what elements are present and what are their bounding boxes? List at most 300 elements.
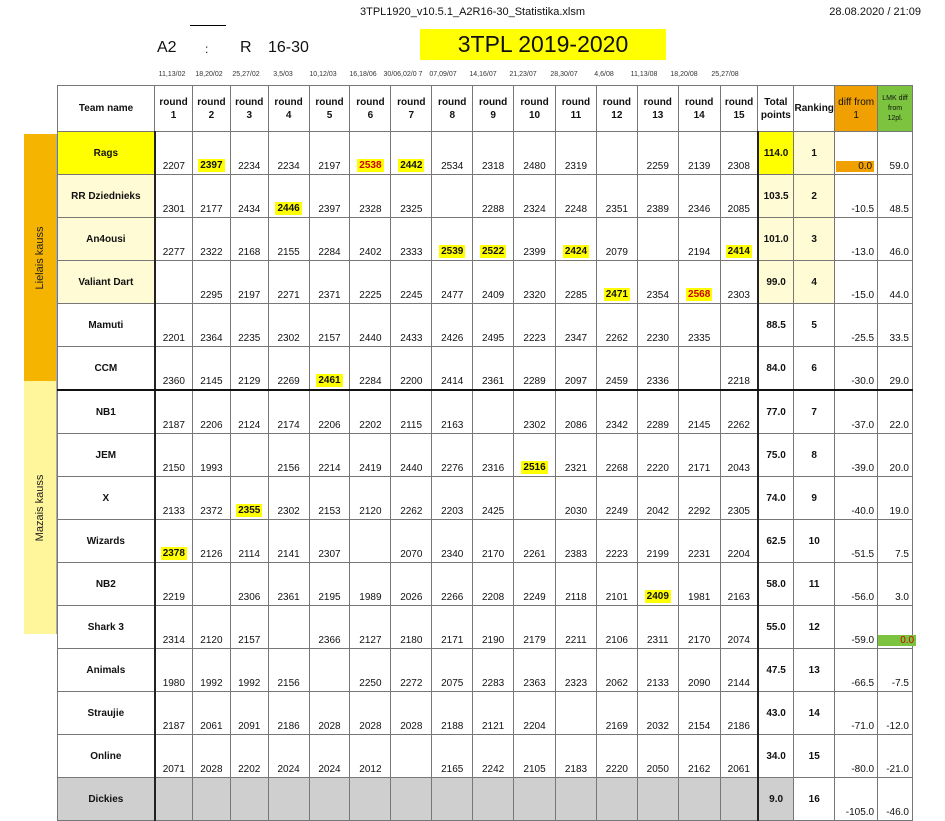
- round-score: 2050: [637, 735, 678, 778]
- diff-from-first: -25.5: [835, 304, 878, 347]
- round-score: 2480: [514, 132, 556, 175]
- round-score: 2402: [350, 218, 391, 261]
- round-score: 2259: [637, 132, 678, 175]
- round-score: 2303: [720, 261, 758, 304]
- team-row: [58, 434, 913, 477]
- header-ranking: Ranking: [794, 86, 835, 132]
- division-label: A2: [157, 39, 177, 56]
- lmk-diff: 19.0: [878, 477, 913, 520]
- total-points: 43.0: [758, 692, 794, 735]
- round-score: [155, 778, 193, 821]
- round-score: 2538: [350, 132, 391, 175]
- round-score: 2188: [432, 692, 473, 735]
- round-score: 2321: [556, 434, 597, 477]
- round-date-1: 11,13/02: [158, 71, 186, 78]
- round-score: 2086: [556, 390, 597, 434]
- round-score: 2235: [230, 304, 268, 347]
- round-score: 2206: [309, 390, 350, 434]
- round-score: 2075: [432, 649, 473, 692]
- header-round-3: round 3: [230, 86, 268, 132]
- round-score: 2354: [637, 261, 678, 304]
- lmk-diff: -7.5: [878, 649, 913, 692]
- team-name: Animals: [58, 649, 155, 692]
- round-score: 2168: [230, 218, 268, 261]
- round-date-4: 3,5/03: [273, 71, 293, 78]
- round-score: 2414: [720, 218, 758, 261]
- round-score: [596, 778, 637, 821]
- team-row: [58, 649, 913, 692]
- rounds-label: R: [240, 39, 252, 56]
- round-score: [192, 563, 230, 606]
- round-score: 2230: [637, 304, 678, 347]
- team-name: NB2: [58, 563, 155, 606]
- round-score: 2302: [268, 477, 309, 520]
- round-score: [155, 261, 193, 304]
- round-score: 2074: [720, 606, 758, 649]
- total-points: 9.0: [758, 778, 794, 821]
- header-lmk-diff: LMK diff from 12pl.: [878, 86, 913, 132]
- team-name: JEM: [58, 434, 155, 477]
- team-name: Rags: [58, 132, 155, 175]
- round-score: 2223: [596, 520, 637, 563]
- diff-from-first: -105.0: [835, 778, 878, 821]
- round-score: 2024: [268, 735, 309, 778]
- round-score: 1992: [192, 649, 230, 692]
- round-score: 2155: [268, 218, 309, 261]
- team-name: Shark 3: [58, 606, 155, 649]
- round-score: [268, 606, 309, 649]
- round-score: 2371: [309, 261, 350, 304]
- diff-from-first: -30.0: [835, 347, 878, 391]
- ranking: 5: [794, 304, 835, 347]
- round-score: [473, 778, 514, 821]
- round-date-11: 28,30/07: [550, 71, 578, 78]
- round-score: 2262: [391, 477, 432, 520]
- ranking: 8: [794, 434, 835, 477]
- round-score: 2197: [230, 261, 268, 304]
- round-score: 2061: [720, 735, 758, 778]
- round-score: 1981: [678, 563, 720, 606]
- total-points: 34.0: [758, 735, 794, 778]
- round-score: 2032: [637, 692, 678, 735]
- team-row: [58, 735, 913, 778]
- round-score: 2534: [432, 132, 473, 175]
- round-score: 2342: [596, 390, 637, 434]
- round-score: 2139: [678, 132, 720, 175]
- round-score: 2249: [596, 477, 637, 520]
- lmk-diff: 7.5: [878, 520, 913, 563]
- round-score: [637, 218, 678, 261]
- round-score: 2163: [432, 390, 473, 434]
- round-score: 2071: [155, 735, 193, 778]
- round-score: 2378: [155, 520, 193, 563]
- round-date-9: 14,16/07: [469, 71, 497, 78]
- team-row: [58, 175, 913, 218]
- round-score: 2195: [309, 563, 350, 606]
- ranking: 4: [794, 261, 835, 304]
- round-score: 2207: [155, 132, 193, 175]
- round-score: 2284: [309, 218, 350, 261]
- team-name: Dickies: [58, 778, 155, 821]
- round-score: 2171: [678, 434, 720, 477]
- round-score: 2471: [596, 261, 637, 304]
- round-score: 1989: [350, 563, 391, 606]
- round-score: 2440: [391, 434, 432, 477]
- round-score: 2177: [192, 175, 230, 218]
- sidebar-mazais-kauss: [24, 381, 57, 634]
- round-score: 2127: [350, 606, 391, 649]
- round-score: 2223: [514, 304, 556, 347]
- round-score: 2026: [391, 563, 432, 606]
- diff-from-first: -80.0: [835, 735, 878, 778]
- header-round-15: round 15: [720, 86, 758, 132]
- round-score: 2043: [720, 434, 758, 477]
- round-score: 2461: [309, 347, 350, 391]
- sidebar-lielais-kauss: [24, 134, 57, 381]
- lmk-diff: 46.0: [878, 218, 913, 261]
- lmk-diff: 48.5: [878, 175, 913, 218]
- round-score: [720, 778, 758, 821]
- round-date-7: 30/06,02/0 7: [383, 71, 423, 78]
- lmk-diff: 22.0: [878, 390, 913, 434]
- header-round-2: round 2: [192, 86, 230, 132]
- lmk-diff: 29.0: [878, 347, 913, 391]
- round-score: 2200: [391, 347, 432, 391]
- ranking: 2: [794, 175, 835, 218]
- round-score: 2271: [268, 261, 309, 304]
- round-score: 2234: [230, 132, 268, 175]
- round-score: 2434: [230, 175, 268, 218]
- round-date-5: 10,12/03: [309, 71, 337, 78]
- round-score: 2389: [637, 175, 678, 218]
- team-row: [58, 520, 913, 563]
- round-score: 2325: [391, 175, 432, 218]
- lmk-diff: 3.0: [878, 563, 913, 606]
- round-score: 2214: [309, 434, 350, 477]
- team-row: [58, 778, 913, 821]
- round-score: 2030: [556, 477, 597, 520]
- round-score: 2433: [391, 304, 432, 347]
- round-score: 2477: [432, 261, 473, 304]
- total-points: 84.0: [758, 347, 794, 391]
- round-score: 2194: [678, 218, 720, 261]
- round-score: 2204: [720, 520, 758, 563]
- round-date-2: 18,20/02: [195, 71, 223, 78]
- round-score: 2208: [473, 563, 514, 606]
- round-score: 2409: [473, 261, 514, 304]
- round-score: 2141: [268, 520, 309, 563]
- round-score: 2024: [309, 735, 350, 778]
- round-score: 2333: [391, 218, 432, 261]
- round-score: 2242: [473, 735, 514, 778]
- round-score: 2211: [556, 606, 597, 649]
- round-score: 2285: [556, 261, 597, 304]
- diff-from-first: -66.5: [835, 649, 878, 692]
- header-dash-line: [190, 25, 226, 26]
- header-round-11: round 11: [556, 86, 597, 132]
- round-score: 2316: [473, 434, 514, 477]
- round-score: 2028: [350, 692, 391, 735]
- round-score: 2091: [230, 692, 268, 735]
- ranking: 13: [794, 649, 835, 692]
- round-score: 2042: [637, 477, 678, 520]
- round-score: 2028: [309, 692, 350, 735]
- round-score: 2120: [192, 606, 230, 649]
- round-score: 2106: [596, 606, 637, 649]
- print-datetime: 28.08.2020 / 21:09: [829, 6, 921, 18]
- ranking: 10: [794, 520, 835, 563]
- ranking: 9: [794, 477, 835, 520]
- round-score: 2346: [678, 175, 720, 218]
- round-score: 2311: [637, 606, 678, 649]
- round-score: 1993: [192, 434, 230, 477]
- round-score: 2277: [155, 218, 193, 261]
- diff-from-first: 0.0: [835, 132, 878, 175]
- round-score: 2424: [556, 218, 597, 261]
- round-score: 2516: [514, 434, 556, 477]
- round-score: 2186: [720, 692, 758, 735]
- lmk-diff: 59.0: [878, 132, 913, 175]
- round-score: 2169: [596, 692, 637, 735]
- header-round-4: round 4: [268, 86, 309, 132]
- round-score: 2179: [514, 606, 556, 649]
- round-score: 2187: [155, 692, 193, 735]
- round-score: 2190: [473, 606, 514, 649]
- round-score: 2319: [556, 132, 597, 175]
- round-score: 2156: [268, 649, 309, 692]
- header-round-14: round 14: [678, 86, 720, 132]
- round-score: 2318: [473, 132, 514, 175]
- round-score: 2062: [596, 649, 637, 692]
- round-score: 2363: [514, 649, 556, 692]
- round-score: 2302: [514, 390, 556, 434]
- round-score: 2295: [192, 261, 230, 304]
- round-score: 2218: [720, 347, 758, 391]
- round-score: 2292: [678, 477, 720, 520]
- round-score: 2157: [230, 606, 268, 649]
- diff-from-first: -40.0: [835, 477, 878, 520]
- total-points: 74.0: [758, 477, 794, 520]
- total-points: 62.5: [758, 520, 794, 563]
- round-score: 2144: [720, 649, 758, 692]
- total-points: 47.5: [758, 649, 794, 692]
- round-score: 2153: [309, 477, 350, 520]
- round-score: 2079: [596, 218, 637, 261]
- total-points: 55.0: [758, 606, 794, 649]
- round-score: [432, 778, 473, 821]
- round-score: 2085: [720, 175, 758, 218]
- round-score: 2090: [678, 649, 720, 692]
- header-round-12: round 12: [596, 86, 637, 132]
- header-round-5: round 5: [309, 86, 350, 132]
- round-score: 2170: [678, 606, 720, 649]
- header-round-1: round 1: [155, 86, 193, 132]
- round-date-15: 25,27/08: [711, 71, 739, 78]
- round-score: 2446: [268, 175, 309, 218]
- round-score: 2302: [268, 304, 309, 347]
- round-date-12: 4,6/08: [594, 71, 614, 78]
- header-round-8: round 8: [432, 86, 473, 132]
- lmk-diff: -46.0: [878, 778, 913, 821]
- lmk-diff: 44.0: [878, 261, 913, 304]
- round-score: 2115: [391, 390, 432, 434]
- total-points: 88.5: [758, 304, 794, 347]
- round-score: [596, 132, 637, 175]
- round-score: 2154: [678, 692, 720, 735]
- round-score: 2203: [432, 477, 473, 520]
- ranking: 16: [794, 778, 835, 821]
- round-score: 2351: [596, 175, 637, 218]
- round-score: 2204: [514, 692, 556, 735]
- round-score: 2322: [192, 218, 230, 261]
- total-points: 75.0: [758, 434, 794, 477]
- header-round-10: round 10: [514, 86, 556, 132]
- round-score: 2361: [268, 563, 309, 606]
- round-date-10: 21,23/07: [509, 71, 537, 78]
- team-name: Wizards: [58, 520, 155, 563]
- round-score: 2495: [473, 304, 514, 347]
- round-score: 2126: [192, 520, 230, 563]
- lmk-diff: -12.0: [878, 692, 913, 735]
- round-score: 2409: [637, 563, 678, 606]
- round-score: 2245: [391, 261, 432, 304]
- round-score: 2118: [556, 563, 597, 606]
- round-date-14: 18,20/08: [670, 71, 698, 78]
- lmk-diff: 0.0: [878, 606, 913, 649]
- round-score: 2028: [391, 692, 432, 735]
- sidebar-mazais-label: Mazais kauss: [34, 474, 46, 541]
- round-score: 2399: [514, 218, 556, 261]
- header-round-9: round 9: [473, 86, 514, 132]
- header-colon: :: [205, 42, 209, 56]
- round-score: 2383: [556, 520, 597, 563]
- round-score: [678, 778, 720, 821]
- round-score: 2028: [192, 735, 230, 778]
- diff-from-first: -37.0: [835, 390, 878, 434]
- round-date-3: 25,27/02: [232, 71, 260, 78]
- team-row: [58, 132, 913, 175]
- round-score: [514, 778, 556, 821]
- round-score: 2171: [432, 606, 473, 649]
- round-score: 2269: [268, 347, 309, 391]
- round-score: 2012: [350, 735, 391, 778]
- round-score: 2305: [720, 477, 758, 520]
- team-name: NB1: [58, 390, 155, 434]
- team-name: Online: [58, 735, 155, 778]
- total-points: 77.0: [758, 390, 794, 434]
- total-points: 103.5: [758, 175, 794, 218]
- diff-from-first: -10.5: [835, 175, 878, 218]
- lmk-diff: 20.0: [878, 434, 913, 477]
- round-score: [678, 347, 720, 391]
- round-score: 2328: [350, 175, 391, 218]
- round-score: [192, 778, 230, 821]
- round-score: 2414: [432, 347, 473, 391]
- round-score: 2070: [391, 520, 432, 563]
- round-score: [350, 778, 391, 821]
- round-score: [473, 390, 514, 434]
- round-score: 2220: [637, 434, 678, 477]
- round-score: 2336: [637, 347, 678, 391]
- round-score: 2162: [678, 735, 720, 778]
- round-score: 2231: [678, 520, 720, 563]
- round-score: 2323: [556, 649, 597, 692]
- round-score: 2199: [637, 520, 678, 563]
- round-score: 2157: [309, 304, 350, 347]
- team-row: [58, 218, 913, 261]
- round-score: 2425: [473, 477, 514, 520]
- round-score: 2165: [432, 735, 473, 778]
- round-score: 2183: [556, 735, 597, 778]
- round-score: 2262: [596, 304, 637, 347]
- round-score: 2121: [473, 692, 514, 735]
- round-score: 2289: [637, 390, 678, 434]
- round-score: 2133: [637, 649, 678, 692]
- round-score: 2150: [155, 434, 193, 477]
- team-row: [58, 347, 913, 391]
- header-row: [58, 86, 913, 132]
- round-score: 2097: [556, 347, 597, 391]
- round-score: 2442: [391, 132, 432, 175]
- round-score: [268, 778, 309, 821]
- round-score: 2314: [155, 606, 193, 649]
- team-row: [58, 563, 913, 606]
- round-score: 2250: [350, 649, 391, 692]
- round-score: 2120: [350, 477, 391, 520]
- sidebar-lielais-label: Lielais kauss: [34, 226, 46, 289]
- round-score: 2347: [556, 304, 597, 347]
- header-total-points: Total points: [758, 86, 794, 132]
- ranking: 15: [794, 735, 835, 778]
- round-score: 2174: [268, 390, 309, 434]
- round-score: 2156: [268, 434, 309, 477]
- round-score: 2397: [309, 175, 350, 218]
- ranking: 11: [794, 563, 835, 606]
- team-name: RR Dziednieks: [58, 175, 155, 218]
- round-score: [432, 175, 473, 218]
- round-score: [309, 649, 350, 692]
- round-score: 2361: [473, 347, 514, 391]
- header-round-6: round 6: [350, 86, 391, 132]
- round-score: 2306: [230, 563, 268, 606]
- round-score: 2202: [230, 735, 268, 778]
- team-name: Valiant Dart: [58, 261, 155, 304]
- ranking: 3: [794, 218, 835, 261]
- round-score: 2372: [192, 477, 230, 520]
- total-points: 99.0: [758, 261, 794, 304]
- round-score: 2459: [596, 347, 637, 391]
- round-date-8: 07,09/07: [429, 71, 457, 78]
- file-name: 3TPL1920_v10.5.1_A2R16-30_Statistika.xlsm: [359, 6, 586, 18]
- diff-from-first: -71.0: [835, 692, 878, 735]
- team-row: [58, 606, 913, 649]
- team-name: Straujie: [58, 692, 155, 735]
- round-score: 2145: [678, 390, 720, 434]
- round-score: [637, 778, 678, 821]
- lmk-diff: 33.5: [878, 304, 913, 347]
- diff-from-first: -39.0: [835, 434, 878, 477]
- diff-from-first: -51.5: [835, 520, 878, 563]
- round-score: 2206: [192, 390, 230, 434]
- round-score: 2261: [514, 520, 556, 563]
- diff-from-first: -13.0: [835, 218, 878, 261]
- round-score: [230, 434, 268, 477]
- round-score: 2129: [230, 347, 268, 391]
- round-score: 2268: [596, 434, 637, 477]
- round-score: 2124: [230, 390, 268, 434]
- round-score: 2308: [720, 132, 758, 175]
- diff-from-first: -56.0: [835, 563, 878, 606]
